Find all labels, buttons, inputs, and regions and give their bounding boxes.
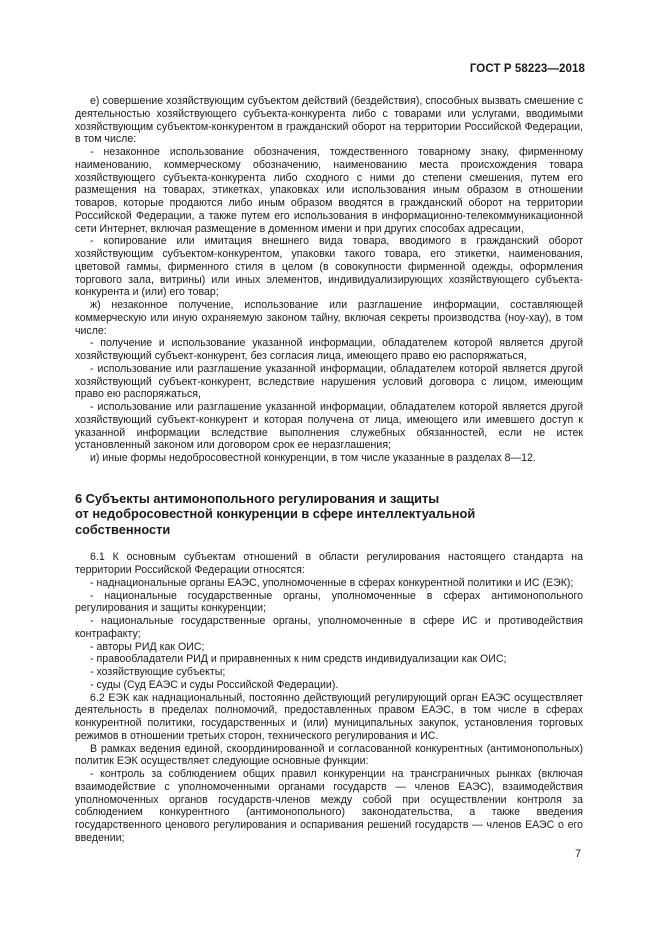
paragraph: - суды (Суд ЕАЭС и суды Российской Федерации). <box>90 678 339 691</box>
section-heading-line: 6 Субъекты антимонопольного регулирования и защиты <box>75 490 440 506</box>
paragraph: - национальные государственные органы, уполномоченные в сфере ИС и противодействия контрафакту; <box>75 615 583 640</box>
paragraph: ж) незаконное получение, использование или разглашение информации, составляющей коммерческую или иную охраняемую законом тайну, включая секреты производства (ноу-хау), в том числе: <box>75 299 583 337</box>
section-heading-line: от недобросовестной конкуренции в сфере интеллектуальной <box>75 506 476 522</box>
paragraph: 6.1 К основным субъектам отношений в области регулирования настоящего стандарта на территории Российской Федерации относятся: <box>75 551 583 576</box>
paragraph: В рамках ведения единой, скоординированной и согласованной конкурентных (антимонопольных) политик ЕЭК осуществляет следующие основные функции: <box>75 742 583 768</box>
paragraph: - хозяйствующие субъекты; <box>90 666 226 678</box>
page-body <box>75 95 583 845</box>
paragraph: - авторы РИД как ОИС; <box>90 640 205 653</box>
paragraph: - правообладатели РИД и приравненных к ним средств индивидуализации как ОИС; <box>90 653 507 666</box>
paragraph: е) совершение хозяйствующим субъектом действий (бездействия), способных вызвать смешение с деятельностью хозяйствующего субъекта-конкурента либо с товарами или услугами, вводимыми хозяйствующим субъектом-конкурентом в гражданский оборот на территории Российской Федерации, в том числе: <box>75 95 583 146</box>
standard-id-header: ГОСТ Р 58223—2018 <box>469 63 585 75</box>
section-heading-line: собственности <box>75 521 171 537</box>
paragraph: - наднациональные органы ЕАЭС, уполномоченные в сферах конкурентной политики и ИС (ЕЭК); <box>90 576 574 589</box>
paragraph: - копирование или имитация внешнего вида товара, вводимого в гражданский оборот хозяйствующим субъектом-конкурентом, упаковки такого товара, его этикетки, наименования, цветовой гаммы, фирменного стиля в целом (в совокупности фирменной одежды, оформления торгового зала, витрины) или иных элементов, индивидуализирующих хозяйствующего субъекта-конкурента и (или) его товар; <box>75 235 583 299</box>
page-number: 7 <box>575 848 581 860</box>
paragraph: - незаконное использование обозначения, тождественного товарному знаку, фирменному наименованию, коммерческому обозначению, наименованию места происхождения товара хозяйствующего субъекта-конкурента либо сходного с ними до степени смешения, путем его размещения на товарах, этикетках, упаковках или использования иным образом в отношении товаров, которые продаются либо иным образом вводятся в гражданский оборот на территории Российской Федерации, а также путем его использования в информационно-телекоммуникационной сети Интернет, включая размещение в доменном имени и при других способах адресации, <box>75 146 583 235</box>
paragraph: - использование или разглашение указанной информации, обладателем которой является другой хозяйствующий субъект-конкурент, вследствие нарушения условий договора с лицом, имеющим право ею распоряжаться, <box>75 362 583 401</box>
paragraph: - получение и использование указанной информации, обладателем которой является другой хозяйствующий субъект-конкурент, без согласия лица, имеющего право ею распоряжаться, <box>75 337 583 362</box>
paragraph: - национальные государственные органы, уполномоченные в сферах антимонопольного регулирования и защиты конкуренции; <box>75 589 583 615</box>
paragraph: 6.2 ЕЭК как наднациональный, постоянно действующий регулирующий орган ЕАЭС осуществляет деятельность в пределах полномочий, предоставленных правом ЕАЭС, в том числе в сферах конкурентной политики, государственных и (или) муниципальных закупок, установления торговых режимов в отношении третьих сторон, технического регулирования и ИС. <box>75 691 583 742</box>
section-heading <box>75 491 583 538</box>
paragraph: и) иные формы недобросовестной конкуренции, в том числе указанные в разделах 8—12. <box>90 452 536 464</box>
paragraph: - использование или разглашение указанной информации, обладателем которой является другой хозяйствующий субъект-конкурент и которая получена от лица, имеющего или имевшего доступ к указанной информации вследствие выполнения служебных обязанностей, если не истек установленный законом или договором срок ее неразглашения; <box>75 401 583 452</box>
paragraph: - контроль за соблюдением общих правил конкуренции на трансграничных рынках (включая взаимодействие с уполномоченными органами государств — членов ЕАЭС), взаимодействия уполномоченных органов государств-членов между собой при осуществлении контроля за соблюдением конкурентного (антимонопольного) законодательства, а также введения государственного ценового регулирования и оспаривания решений государств — членов ЕАЭС о его введении; <box>75 768 583 844</box>
